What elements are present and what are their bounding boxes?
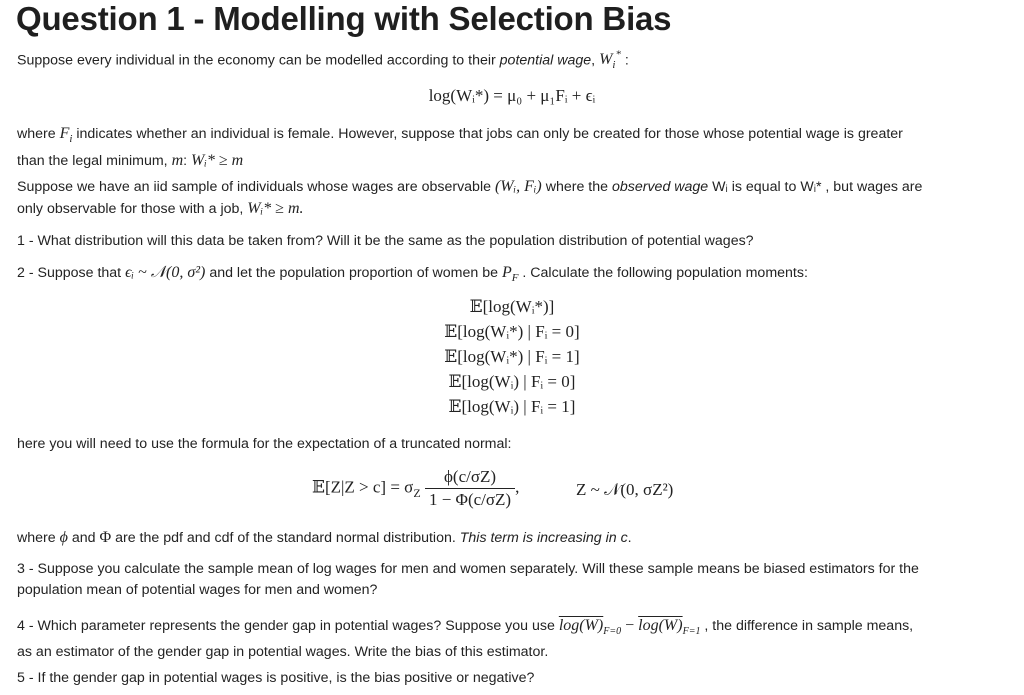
question-4-line-2: as an estimator of the gender gap in potential wages. Write the bias of this estimator. — [17, 644, 549, 661]
page-title: Question 1 - Modelling with Selection Bias — [16, 0, 672, 37]
increasing-note: This term is increasing in c — [459, 530, 628, 546]
moment-5: 𝔼[log(Wᵢ) | Fᵢ = 1] — [448, 397, 576, 416]
job-condition-2: Wᵢ* ≥ m. — [247, 200, 304, 217]
moment-1: 𝔼[log(Wᵢ*)] — [469, 297, 555, 316]
sample-paragraph — [17, 176, 1002, 220]
truncated-fraction — [425, 466, 515, 511]
moment-2: 𝔼[log(Wᵢ*) | Fᵢ = 0] — [444, 322, 580, 341]
intro-paragraph — [17, 45, 1002, 77]
question-5: 5 - If the gender gap in potential wages is positive, is the bias positive or negative? — [17, 670, 535, 686]
potential-wage-emphasis: potential wage — [499, 52, 592, 69]
female-paragraph-line-1: where $F_i$ indicates whether an individual is female. However, suppose that jobs can only be created for those whose potential wage is greater — [17, 125, 903, 146]
truncated-normal-formula — [312, 466, 519, 511]
question-1: 1 - What distribution will this data be taken from? Will it be the same as the population distribution of potential wages? — [17, 233, 754, 249]
question-4 — [17, 615, 1002, 663]
female-proportion-symbol: $P_F$ — [501, 264, 519, 285]
question-2: 2 - Suppose that ϵᵢ ~ 𝒩(0, σ²) and let the population proportion of women be $P_F$ . Calculate the following population moments: — [17, 264, 808, 285]
sample-paragraph-line-1: Suppose we have an iid sample of individuals whose wages are observable (Wᵢ, Fᵢ) where the observed wage Wᵢ is equal to Wᵢ* , but wages are — [17, 178, 923, 195]
truncated-lhs-subscript: Z — [413, 485, 421, 500]
observed-wage-emphasis: observed wage — [611, 179, 709, 195]
female-variable: $F_i$ — [59, 125, 73, 146]
moment-4: 𝔼[log(Wᵢ) | Fᵢ = 0] — [448, 372, 576, 391]
question-4-line-1: 4 - Which parameter represents the gender gap in potential wages? Suppose you use $\log(W)_{F=0} - \log(W)_{F=1}$ , the difference in sample means, — [17, 617, 914, 638]
truncated-normal-intro: here you will need to use the formula for the expectation of a truncated normal: — [17, 436, 512, 452]
truncated-lhs: 𝔼[Z|Z > c] = σ — [312, 477, 414, 497]
sample-paragraph-line-2: only observable for those with a job, Wᵢ* ≥ m. — [17, 200, 304, 217]
female-paragraph-line-2: than the legal minimum, m: Wᵢ* ≥ m — [17, 152, 244, 170]
minimum-wage-symbol: m — [171, 152, 184, 170]
error-distribution: ϵᵢ ~ 𝒩(0, σ²) — [125, 264, 206, 281]
question-3-line-2: population mean of potential wages for men and women? — [17, 582, 378, 598]
moment-3: 𝔼[log(Wᵢ*) | Fᵢ = 1] — [444, 347, 580, 366]
question-3-line-1: 3 - Suppose you calculate the sample mean of log wages for men and women separately. Will these sample means be biased estimators for the — [17, 561, 919, 577]
standard-normal-definition: Z ~ 𝒩(0, σZ²) — [576, 480, 674, 499]
fraction-denominator: 1 − Φ(c/σZ) — [428, 490, 512, 509]
model-equation-text: log(Wᵢ*) = μ₀ + μ₁Fᵢ + ϵᵢ — [428, 86, 596, 105]
sample-mean-men: $\log(W)_{F=0}$ — [558, 617, 622, 638]
job-condition: Wᵢ* ≥ m — [191, 152, 244, 170]
sample-mean-women: $\log(W)_{F=1}$ — [638, 617, 701, 638]
intro-text: Suppose every individual in the economy can be modelled according to their — [17, 52, 500, 69]
potential-wage-symbol: $W_i^*$ — [599, 49, 621, 72]
pdf-cdf-note: where ϕ and Φ are the pdf and cdf of the standard normal distribution. This term is increasing in c. — [17, 529, 632, 546]
intro-end: : — [620, 52, 629, 69]
formula-comma: , — [515, 477, 520, 497]
pdf-symbol: ϕ — [59, 529, 68, 546]
observed-pair: (Wᵢ, Fᵢ) — [494, 178, 542, 195]
intro-comma: , — [591, 52, 600, 69]
cdf-symbol: Φ — [99, 529, 112, 546]
fraction-numerator: ϕ(c/σZ) — [425, 466, 515, 489]
question-3 — [17, 559, 1002, 601]
model-equation — [0, 86, 1024, 106]
female-indicator-paragraph — [17, 123, 1002, 172]
